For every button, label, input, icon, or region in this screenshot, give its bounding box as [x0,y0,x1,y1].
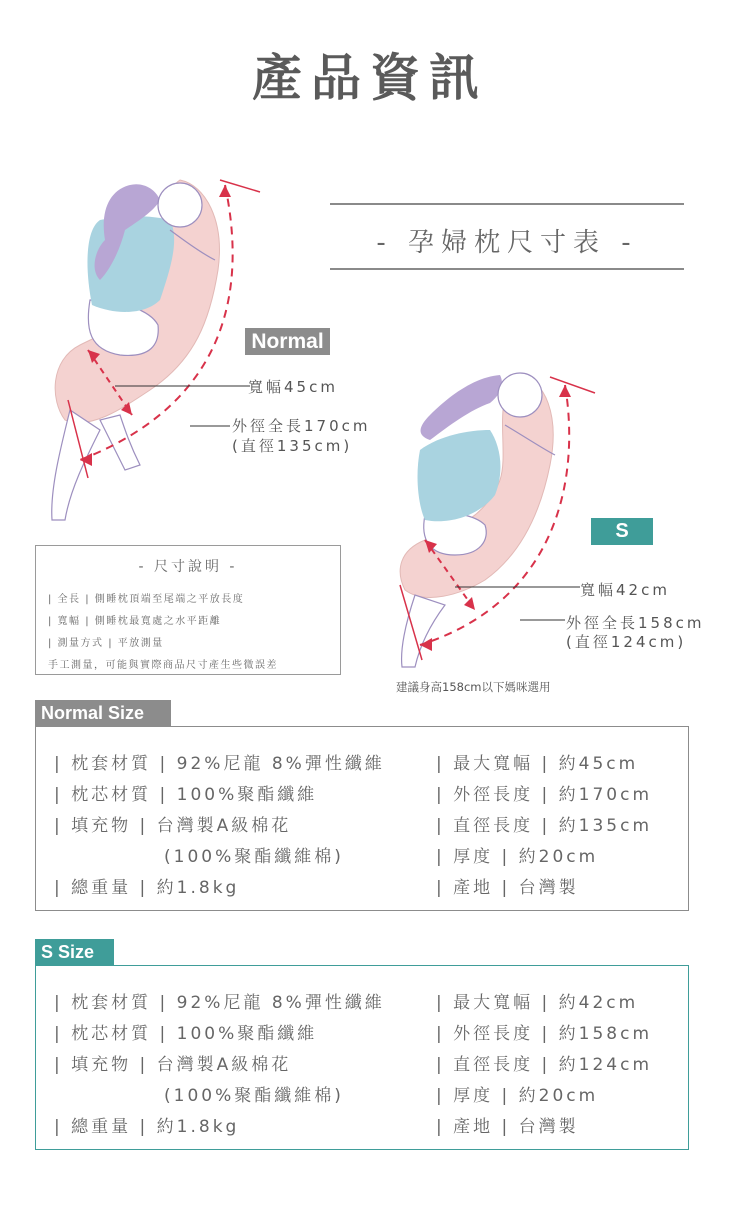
spec-cell: | 最大寬幅 | 約45cm [436,754,639,774]
normal-badge: Normal [245,328,330,355]
spec-cell: | 產地 | 台灣製 [436,878,579,898]
spec-cell: | 枕芯材質 | 100%聚酯纖維 [54,785,318,805]
spec-cell: | 產地 | 台灣製 [436,1117,579,1137]
normal-size-spec-table [35,726,689,911]
spec-cell: | 外徑長度 | 約170cm [436,785,653,805]
spec-cell: | 厚度 | 約20cm [436,847,599,867]
s-width-label: 寬幅42cm [580,581,670,599]
spec-cell: | 枕芯材質 | 100%聚酯纖維 [54,1024,318,1044]
definition-line: | 寬幅 | 側睡枕最寬處之水平距離 [48,616,222,627]
spec-cell: | 枕套材質 | 92%尼龍 8%彈性纖維 [54,993,385,1013]
definition-line: | 測量方式 | 平放測量 [48,638,164,649]
spec-cell: | 最大寬幅 | 約42cm [436,993,639,1013]
normal-pillow-illustration [30,160,270,540]
s-size-spec-table [35,965,689,1150]
s-height-note: 建議身高158cm以下媽咪選用 [396,680,551,694]
page-title: 產品資訊 [252,49,488,107]
spec-cell: | 總重量 | 約1.8kg [54,1117,240,1137]
size-definition-box [35,545,341,675]
spec-cell: | 填充物 | 台灣製A級棉花 [54,1055,292,1075]
divider-bottom [330,268,684,270]
s-size-label: S Size [35,939,114,965]
definition-line: | 全長 | 側睡枕頂端至尾端之平放長度 [48,594,245,605]
normal-size-label: Normal Size [35,700,171,726]
spec-cell: | 總重量 | 約1.8kg [54,878,240,898]
definition-note: 手工測量，可能與實際商品尺寸產生些微誤差 [48,660,278,671]
s-length-label: 外徑全長158cm [566,614,705,632]
spec-cell: | 枕套材質 | 92%尼龍 8%彈性纖維 [54,754,385,774]
divider-top [330,203,684,205]
spec-cell: (100%聚酯纖維棉) [164,847,344,867]
normal-width-label: 寬幅45cm [248,378,338,396]
normal-diameter-label: (直徑135cm) [232,437,353,455]
spec-cell: | 直徑長度 | 約135cm [436,816,653,836]
s-diameter-label: (直徑124cm) [566,633,687,651]
size-chart-title: - 孕婦枕尺寸表 - [376,228,638,258]
spec-cell: | 外徑長度 | 約158cm [436,1024,653,1044]
s-badge: S [591,518,653,545]
spec-cell: (100%聚酯纖維棉) [164,1086,344,1106]
spec-cell: | 直徑長度 | 約124cm [436,1055,653,1075]
spec-cell: | 填充物 | 台灣製A級棉花 [54,816,292,836]
normal-length-label: 外徑全長170cm [232,417,371,435]
spec-cell: | 厚度 | 約20cm [436,1086,599,1106]
definition-title: - 尺寸說明 - [138,559,238,575]
